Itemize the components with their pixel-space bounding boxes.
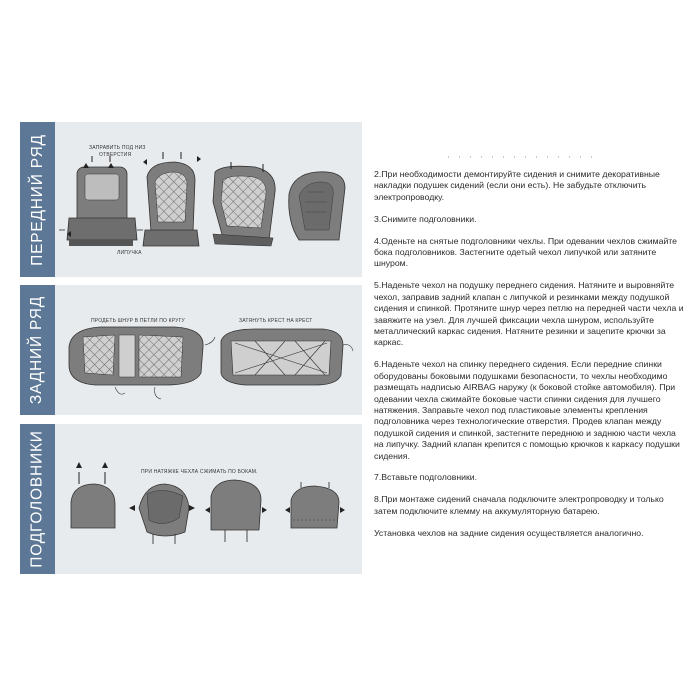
- section-tab-front-row: [20, 122, 55, 277]
- caption-thread-cord: ПРОДЕТЬ ШНУР В ПЕТЛИ ПО КРУГУ: [91, 318, 185, 324]
- instruction-step-4: 4.Оденьте на снятые подголовники чехлы. При одевании чехлов сжимайте бока подголовников. Застегните одетый чехол липучкой или затяните шнуром.: [374, 235, 678, 269]
- instruction-step-6: 6.Наденьте чехол на спинку переднего сидения. Если передние спинки оборудованы боковыми подушками безопасности, то чехлы необходимо размещать надписью AIRBAG наружу (к боковой стойке автомобиля). При одевании чехла сжимайте боковые части спинки сидения для лучшего натяжения. Заправьте чехол под пластиковые элементы крепления подголовника через технологические отверстия. Продев клапан между подушкой сидения и спинкой, застегните переднюю и заднюю части чехла на липучку. Задний клапан крепится с помощью крючков к каркасу подушки сидения.: [374, 359, 680, 461]
- instruction-step-2: 2.При необходимости демонтируйте сидения и снимите декоративные накладки подушек сидений (если они есть). Не забудьте отключить электропроводку.: [374, 169, 660, 202]
- caption-velcro: ЛИПУЧКА: [117, 250, 142, 256]
- headrest-step-3: [211, 480, 261, 542]
- front-seat-step-3: [213, 162, 275, 246]
- headrest-step-4: [291, 482, 339, 528]
- section-label-front-row: ПЕРЕДНИЙ РЯД: [28, 133, 46, 266]
- rear-cushion-covered: [69, 327, 203, 399]
- rear-seat-illustrations: [55, 285, 362, 415]
- instruction-step-3: 3.Снимите подголовники.: [374, 213, 477, 224]
- headrest-step-2: [139, 484, 189, 544]
- section-tab-headrests: [20, 424, 55, 574]
- instruction-step-5: 5.Наденьте чехол на подушку переднего сидения. Натяните и выровняйте чехол, заправив задний клапан с липучкой и резинками между подушкой сидения и спинкой. Протяните шнур через петлю на передней части чехла и завяжите на узел. Для лучшей фиксации чехла шнуром, используйте металлический каркас сидения. Натяните резинки и зацепите крючки за каркас.: [374, 280, 684, 348]
- caption-holes: ОТВЕРСТИЯ: [99, 152, 132, 158]
- instruction-rear-note: Установка чехлов на задние сидения осуществляется аналогично.: [374, 527, 644, 538]
- caption-crosswise: ЗАТЯНУТЬ КРЕСТ НА КРЕСТ: [239, 318, 313, 324]
- caption-tuck-under: ЗАПРАВИТЬ ПОД НИЗ: [89, 145, 146, 151]
- front-seat-step-2: [143, 152, 199, 246]
- front-seat-step-4: [289, 172, 345, 240]
- front-seat-step-1: [59, 156, 143, 246]
- instruction-step-7: 7.Вставьте подголовники.: [374, 472, 478, 483]
- section-tab-rear-row: [20, 285, 55, 415]
- section-label-headrests: ПОДГОЛОВНИКИ: [28, 430, 46, 568]
- rear-cushion-underside: [205, 329, 353, 385]
- headrest-step-1: [71, 472, 115, 528]
- headrests-illustration-panel: [55, 424, 362, 574]
- instructions-text: [374, 169, 686, 550]
- caption-squeeze-sides: ПРИ НАТЯЖКЕ ЧЕХЛА СЖИМАТЬ ПО БОКАМ.: [141, 469, 258, 475]
- section-label-rear-row: ЗАДНИЙ РЯД: [28, 295, 46, 405]
- rear-row-illustration-panel: [55, 285, 362, 415]
- decorative-dots: [448, 156, 598, 158]
- instruction-step-8: 8.При монтаже сидений сначала подключите электропроводку и только затем подключите клемму на аккумуляторную батарею.: [374, 494, 664, 516]
- front-row-illustration-panel: [55, 122, 362, 277]
- headrest-illustrations: [55, 424, 362, 574]
